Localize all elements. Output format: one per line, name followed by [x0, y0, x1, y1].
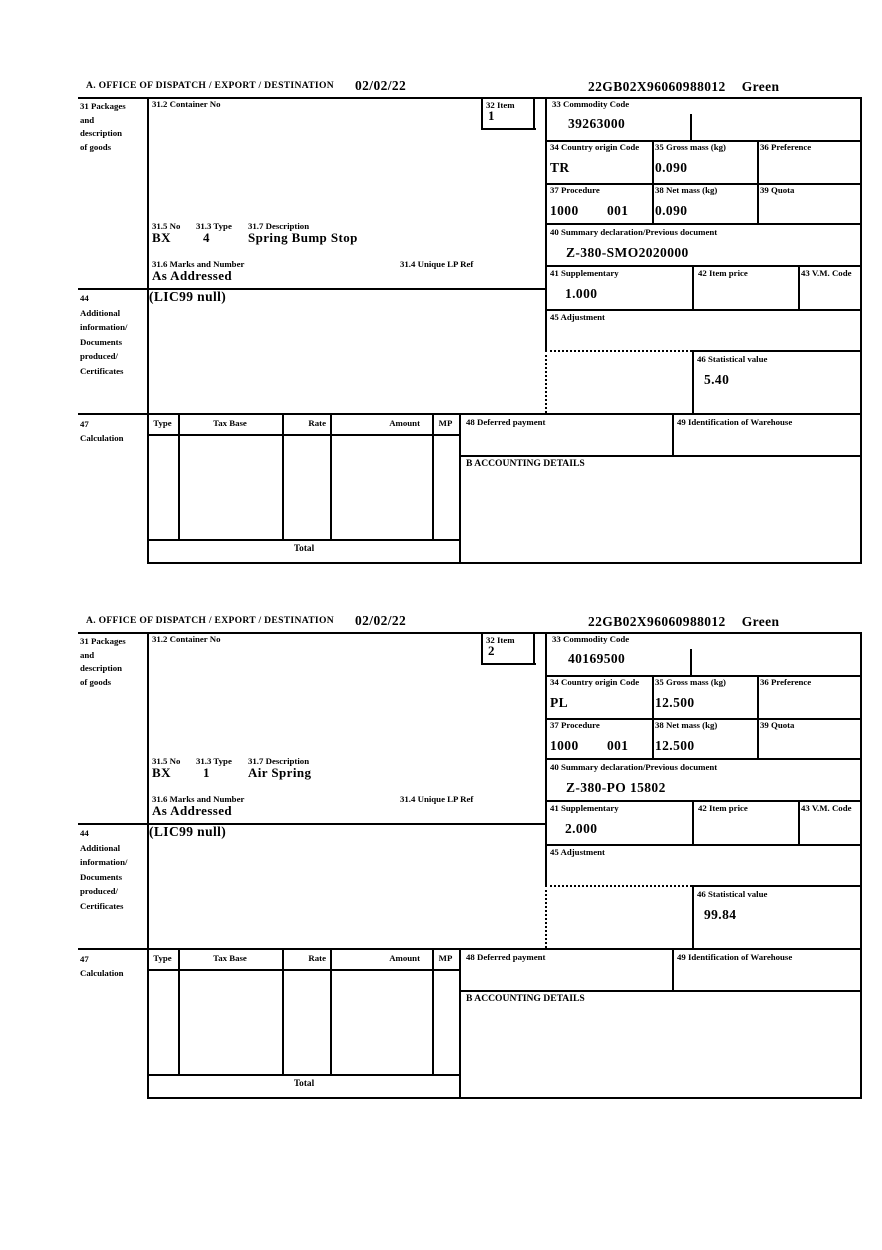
marks-label: 31.6 Marks and Number [152, 794, 245, 804]
grid-line [282, 413, 284, 539]
grid-line [545, 758, 862, 760]
grid-line [672, 948, 674, 992]
gross-mass-value: 12.500 [655, 695, 695, 710]
grid-line [481, 663, 536, 665]
procedure-label: 37 Procedure [550, 720, 600, 730]
label-line: information/ [80, 322, 128, 332]
package-type-label: 31.3 Type [196, 221, 232, 231]
net-mass-label: 38 Net mass (kg) [655, 720, 718, 730]
commodity-code-separator-tick [690, 114, 692, 140]
grid-line [282, 948, 284, 1074]
commodity-code-separator-tick [690, 649, 692, 675]
box-44-label [80, 826, 146, 913]
grid-line [78, 948, 862, 950]
marks-value: As Addressed [152, 268, 233, 283]
grid-line [481, 97, 483, 130]
warehouse-id-label: 49 Identification of Warehouse [677, 952, 793, 962]
grid-line [545, 97, 547, 352]
label-line: Calculation [80, 968, 124, 978]
grid-line [459, 455, 862, 457]
accounting-details-label: B ACCOUNTING DETAILS [466, 993, 585, 1004]
calc-col-mp: MP [438, 953, 453, 963]
warehouse-id-label: 49 Identification of Warehouse [677, 417, 793, 427]
quota-label: 39 Quota [760, 720, 795, 730]
label-line: description [80, 128, 123, 138]
commodity-code-value: 40169500 [568, 651, 626, 666]
goods-description-value: Spring Bump Stop [248, 230, 358, 245]
procedure-code-value: 1000 [550, 203, 579, 218]
grid-line [692, 350, 694, 413]
declaration-date: 02/02/22 [355, 613, 407, 628]
grid-line [545, 265, 862, 267]
grid-line [178, 948, 180, 1074]
grid-line [432, 413, 434, 539]
grid-line [533, 632, 535, 665]
calc-col-amount: Amount [389, 953, 420, 963]
grid-line [545, 800, 862, 802]
grid-line [481, 632, 483, 665]
deferred-payment-label: 48 Deferred payment [466, 952, 546, 962]
routing-channel: Green [741, 614, 780, 629]
grid-line [147, 1074, 461, 1076]
movement-reference-number: 22GB02X96060988012 [588, 79, 726, 94]
box-31-label [80, 635, 146, 689]
grid-line [533, 97, 535, 130]
movement-reference-number: 22GB02X96060988012 [588, 614, 726, 629]
statistical-value-label: 46 Statistical value [697, 354, 768, 364]
adjustment-label: 45 Adjustment [550, 847, 605, 857]
box-44-label [80, 291, 146, 378]
grid-line [652, 675, 654, 760]
country-origin-label: 34 Country origin Code [550, 677, 640, 687]
commodity-code-label: 33 Commodity Code [552, 634, 630, 644]
label-line: Documents [80, 871, 123, 882]
unique-lp-ref-label: 31.4 Unique LP Ref [400, 794, 474, 804]
additional-info-value: (LIC99 null) [149, 824, 227, 839]
grid-line [78, 413, 862, 415]
description-label: 31.7 Description [248, 756, 310, 766]
calc-col-rate: Rate [308, 418, 326, 428]
country-origin-value: TR [550, 160, 570, 175]
summary-declaration-value: Z-380-SMO2020000 [566, 245, 689, 260]
label-line: and [80, 649, 95, 660]
supplementary-label: 41 Supplementary [550, 268, 619, 278]
deferred-payment-label: 48 Deferred payment [466, 417, 546, 427]
summary-declaration-label: 40 Summary declaration/Previous document [550, 762, 718, 772]
package-no-label: 31.5 No [152, 756, 181, 766]
label-line: 47 [80, 419, 89, 429]
label-line: 31 Packages [80, 101, 126, 111]
label-line: 47 [80, 954, 89, 964]
grid-line [432, 948, 434, 1074]
office-of-dispatch-header: A. OFFICE OF DISPATCH / EXPORT / DESTINATION [86, 80, 334, 91]
grid-line [147, 539, 461, 541]
item-block-2 [0, 613, 882, 1113]
item-price-label: 42 Item price [698, 268, 748, 278]
label-line: 44 [80, 828, 89, 838]
label-line: 31 Packages [80, 636, 126, 646]
vm-code-label: 43 V.M. Code [801, 268, 852, 278]
statistical-value: 99.84 [704, 907, 737, 922]
label-line: 44 [80, 293, 89, 303]
additional-info-value: (LIC99 null) [149, 289, 227, 304]
package-no-value: BX [152, 765, 171, 780]
goods-description-value: Air Spring [248, 765, 312, 780]
grid-line [459, 990, 862, 992]
procedure-code-2-value: 001 [607, 203, 629, 218]
grid-line [147, 969, 461, 971]
grid-line [459, 413, 461, 564]
calc-total-label: Total [293, 1079, 315, 1089]
grid-line [147, 562, 862, 564]
calc-col-mp: MP [438, 418, 453, 428]
grid-line [692, 800, 694, 846]
grid-line [481, 128, 536, 130]
grid-line [545, 632, 547, 887]
supplementary-label: 41 Supplementary [550, 803, 619, 813]
grid-line [330, 413, 332, 539]
grid-line [692, 350, 862, 352]
item-number-label: 32 Item [486, 635, 515, 645]
package-type-value: 4 [203, 230, 210, 245]
grid-line [692, 265, 694, 311]
declaration-reference [588, 614, 779, 629]
preference-label: 36 Preference [760, 677, 812, 687]
summary-declaration-value: Z-380-PO 15802 [566, 780, 666, 795]
grid-line [692, 885, 862, 887]
quota-label: 39 Quota [760, 185, 795, 195]
calc-col-type: Type [153, 418, 172, 428]
description-label: 31.7 Description [248, 221, 310, 231]
package-no-label: 31.5 No [152, 221, 181, 231]
gross-mass-label: 35 Gross mass (kg) [655, 677, 726, 687]
label-line: Certificates [80, 900, 124, 911]
procedure-code-value: 1000 [550, 738, 579, 753]
label-line: Certificates [80, 365, 124, 376]
statistical-value-label: 46 Statistical value [697, 889, 768, 899]
marks-label: 31.6 Marks and Number [152, 259, 245, 269]
grid-line [147, 434, 461, 436]
label-line: produced/ [80, 886, 118, 896]
box-47-label [80, 417, 146, 445]
grid-line [545, 309, 862, 311]
calc-col-tax-base: Tax Base [213, 418, 247, 428]
item-number-value: 1 [488, 108, 495, 123]
declaration-reference [588, 79, 779, 94]
grid-line [545, 844, 862, 846]
supplementary-value: 1.000 [565, 286, 598, 301]
declaration-date: 02/02/22 [355, 78, 407, 93]
procedure-label: 37 Procedure [550, 185, 600, 195]
grid-line [147, 632, 149, 1099]
dotted-grid-line [545, 885, 547, 948]
item-block-1 [0, 78, 882, 578]
grid-line [798, 800, 800, 846]
calc-col-type: Type [153, 953, 172, 963]
net-mass-label: 38 Net mass (kg) [655, 185, 718, 195]
net-mass-value: 0.090 [655, 203, 688, 218]
country-origin-label: 34 Country origin Code [550, 142, 640, 152]
office-of-dispatch-header: A. OFFICE OF DISPATCH / EXPORT / DESTINATION [86, 615, 334, 626]
label-line: produced/ [80, 351, 118, 361]
dotted-grid-line [545, 885, 692, 887]
country-origin-value: PL [550, 695, 569, 710]
calc-total-label: Total [293, 544, 315, 554]
supplementary-value: 2.000 [565, 821, 598, 836]
preference-label: 36 Preference [760, 142, 812, 152]
box-47-label [80, 952, 146, 980]
marks-value: As Addressed [152, 803, 233, 818]
grid-line [459, 948, 461, 1099]
dotted-grid-line [545, 350, 547, 413]
unique-lp-ref-label: 31.4 Unique LP Ref [400, 259, 474, 269]
package-no-value: BX [152, 230, 171, 245]
grid-line [147, 1097, 862, 1099]
container-no-label: 31.2 Container No [152, 634, 221, 644]
dotted-grid-line [545, 350, 692, 352]
summary-declaration-label: 40 Summary declaration/Previous document [550, 227, 718, 237]
label-line: of goods [80, 141, 112, 152]
grid-line [860, 632, 862, 1099]
grid-line [545, 223, 862, 225]
grid-line [672, 413, 674, 457]
calc-col-amount: Amount [389, 418, 420, 428]
label-line: and [80, 114, 95, 125]
item-number-label: 32 Item [486, 100, 515, 110]
commodity-code-label: 33 Commodity Code [552, 99, 630, 109]
routing-channel: Green [741, 79, 780, 94]
grid-line [178, 413, 180, 539]
statistical-value: 5.40 [704, 372, 730, 387]
calc-col-tax-base: Tax Base [213, 953, 247, 963]
grid-line [798, 265, 800, 311]
grid-line [757, 140, 759, 225]
label-line: Documents [80, 336, 123, 347]
adjustment-label: 45 Adjustment [550, 312, 605, 322]
grid-line [330, 948, 332, 1074]
package-type-label: 31.3 Type [196, 756, 232, 766]
item-price-label: 42 Item price [698, 803, 748, 813]
gross-mass-label: 35 Gross mass (kg) [655, 142, 726, 152]
label-line: Additional [80, 842, 121, 853]
label-line: information/ [80, 857, 128, 867]
calc-col-rate: Rate [308, 953, 326, 963]
box-31-label [80, 100, 146, 154]
label-line: description [80, 663, 123, 673]
accounting-details-label: B ACCOUNTING DETAILS [466, 458, 585, 469]
grid-line [652, 140, 654, 225]
grid-line [692, 885, 694, 948]
grid-line [147, 97, 149, 564]
gross-mass-value: 0.090 [655, 160, 688, 175]
label-line: Additional [80, 307, 121, 318]
item-number-value: 2 [488, 643, 495, 658]
vm-code-label: 43 V.M. Code [801, 803, 852, 813]
container-no-label: 31.2 Container No [152, 99, 221, 109]
procedure-code-2-value: 001 [607, 738, 629, 753]
commodity-code-value: 39263000 [568, 116, 626, 131]
label-line: of goods [80, 676, 112, 687]
net-mass-value: 12.500 [655, 738, 695, 753]
package-type-value: 1 [203, 765, 210, 780]
grid-line [757, 675, 759, 760]
label-line: Calculation [80, 433, 124, 443]
grid-line [860, 97, 862, 564]
